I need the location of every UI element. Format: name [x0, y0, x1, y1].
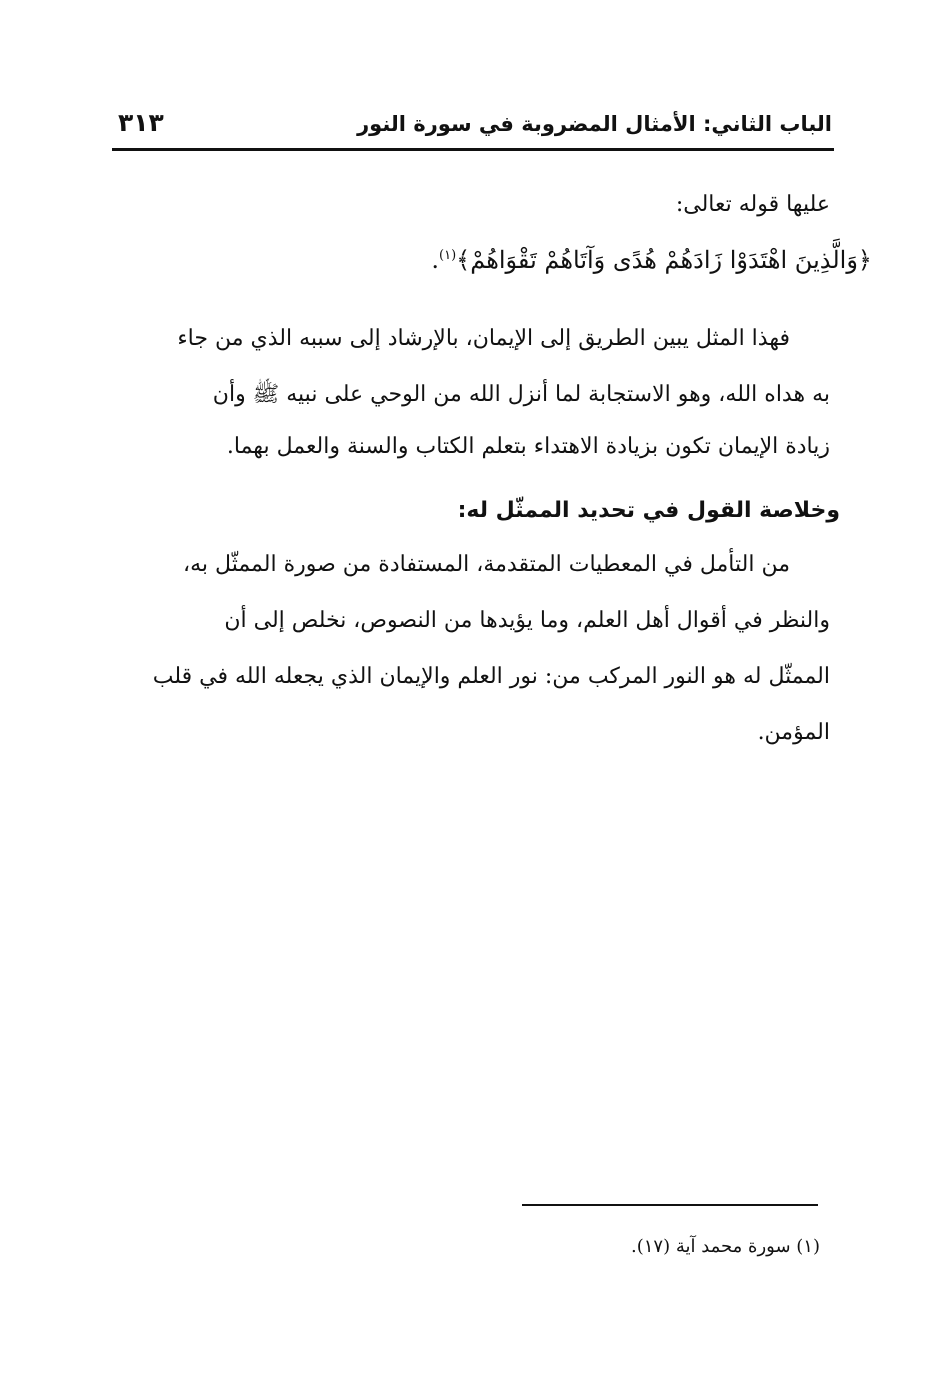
verse-end-mark: . [431, 246, 440, 274]
paragraph-line: من التأمل في المعطيات المتقدمة، المستفادة من صورة الممثّل به، [183, 552, 790, 577]
section-subheading: وخلاصة القول في تحديد الممثّل له: [457, 498, 840, 523]
intro-text: عليها قوله تعالى: [675, 192, 830, 217]
verse-footnote-ref: (١) [439, 248, 457, 263]
paragraph-line: الممثّل له هو النور المركب من: نور العلم والإيمان الذي يجعله الله في قلب [152, 664, 830, 689]
paragraph-2 [112, 552, 830, 772]
paragraph-line: المؤمن. [757, 720, 830, 745]
header-rule [112, 148, 834, 151]
footnote: (١) سورة محمد آية (١٧). [630, 1236, 820, 1257]
quran-verse [431, 246, 872, 274]
running-header [112, 104, 832, 150]
paragraph-line: والنظر في أقوال أهل العلم، وما يؤيدها من النصوص، نخلص إلى أن [224, 608, 830, 633]
paragraph-line: فهذا المثل يبين الطريق إلى الإيمان، بالإرشاد إلى سببه الذي من جاء [177, 326, 790, 351]
paragraph-line: به هداه الله، وهو الاستجابة لما أنزل الله من الوحي على نبيه ﷺ وأن [212, 382, 830, 407]
paragraph-1 [112, 326, 830, 486]
page-number: ٣١٣ [118, 108, 164, 137]
verse-text: ﴿وَالَّذِينَ اهْتَدَوْا زَادَهُمْ هُدًى وَآتَاهُمْ تَقْوَاهُمْ﴾ [456, 246, 872, 274]
running-title: الباب الثاني: الأمثال المضروبة في سورة النور [357, 112, 832, 136]
footnote-rule [522, 1204, 818, 1206]
paragraph-line: زيادة الإيمان تكون بزيادة الاهتداء بتعلم الكتاب والسنة والعمل بهما. [226, 434, 830, 459]
